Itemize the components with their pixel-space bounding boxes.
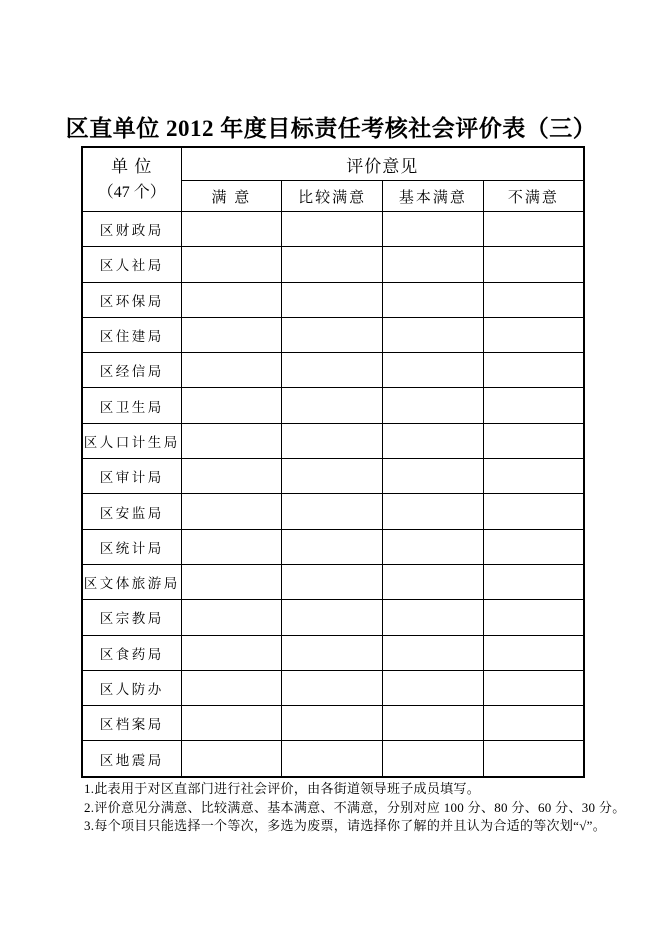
rating-cell[interactable]: [282, 388, 383, 423]
rating-cell[interactable]: [383, 741, 484, 777]
unit-header-label: 单 位: [111, 156, 153, 176]
rating-cell[interactable]: [282, 600, 383, 635]
rating-cell[interactable]: [181, 353, 282, 388]
rating-cell[interactable]: [282, 706, 383, 741]
rating-cell[interactable]: [383, 212, 484, 247]
unit-count-label: （47 个）: [97, 183, 166, 201]
rating-cell[interactable]: [181, 706, 282, 741]
unit-label: 区安监局: [82, 494, 181, 529]
rating-cell[interactable]: [282, 282, 383, 317]
rating-cell[interactable]: [483, 635, 584, 670]
unit-label: 区宗教局: [82, 600, 181, 635]
table-body: [82, 212, 584, 777]
table-row: [82, 564, 584, 599]
rating-cell[interactable]: [383, 423, 484, 458]
rating-cell[interactable]: [282, 212, 383, 247]
rating-cell[interactable]: [181, 741, 282, 777]
rating-cell[interactable]: [181, 282, 282, 317]
rating-cell[interactable]: [483, 564, 584, 599]
rating-cell[interactable]: [181, 600, 282, 635]
rating-cell[interactable]: [282, 564, 383, 599]
rating-cell[interactable]: [282, 529, 383, 564]
column-header-unsatisfied: 不满意: [483, 181, 584, 212]
footnote-2: 2.评价意见分满意、比较满意、基本满意、不满意，分别对应 100 分、80 分、60 分、30 分。: [84, 799, 626, 815]
unit-label: 区卫生局: [82, 388, 181, 423]
table-row: [82, 282, 584, 317]
rating-cell[interactable]: [282, 423, 383, 458]
rating-cell[interactable]: [282, 670, 383, 705]
rating-cell[interactable]: [383, 353, 484, 388]
column-header-fairly-satisfied: 比较满意: [282, 181, 383, 212]
rating-cell[interactable]: [383, 706, 484, 741]
header-row-1: [82, 147, 584, 181]
rating-cell[interactable]: [483, 353, 584, 388]
rating-cell[interactable]: [181, 459, 282, 494]
unit-label: 区住建局: [82, 317, 181, 352]
rating-cell[interactable]: [181, 423, 282, 458]
table-row: [82, 600, 584, 635]
table-row: [82, 635, 584, 670]
rating-cell[interactable]: [383, 388, 484, 423]
rating-cell[interactable]: [383, 494, 484, 529]
rating-cell[interactable]: [383, 282, 484, 317]
unit-column-header: [82, 147, 181, 212]
footnote-1: 1.此表用于对区直部门进行社会评价，由各街道领导班子成员填写。: [84, 781, 481, 796]
table-row: [82, 247, 584, 282]
table-row: [82, 494, 584, 529]
rating-cell[interactable]: [383, 247, 484, 282]
rating-cell[interactable]: [483, 600, 584, 635]
table-row: [82, 212, 584, 247]
rating-cell[interactable]: [181, 494, 282, 529]
rating-cell[interactable]: [383, 670, 484, 705]
rating-cell[interactable]: [383, 635, 484, 670]
unit-label: 区统计局: [82, 529, 181, 564]
rating-cell[interactable]: [282, 741, 383, 777]
unit-label: 区人防办: [82, 670, 181, 705]
unit-label: 区人口计生局: [82, 423, 181, 458]
rating-cell[interactable]: [483, 388, 584, 423]
rating-cell[interactable]: [282, 317, 383, 352]
rating-cell[interactable]: [181, 212, 282, 247]
rating-cell[interactable]: [282, 247, 383, 282]
rating-cell[interactable]: [383, 529, 484, 564]
rating-cell[interactable]: [282, 494, 383, 529]
rating-cell[interactable]: [181, 247, 282, 282]
footnote-3: 3.每个项目只能选择一个等次，多选为废票，请选择你了解的并且认为合适的等次划“√”。: [84, 818, 607, 833]
footnotes: [84, 780, 626, 836]
rating-cell[interactable]: [181, 388, 282, 423]
table-row: [82, 423, 584, 458]
rating-cell[interactable]: [483, 459, 584, 494]
rating-cell[interactable]: [483, 741, 584, 777]
rating-cell[interactable]: [483, 670, 584, 705]
evaluation-table-wrapper: [81, 146, 585, 778]
rating-cell[interactable]: [383, 459, 484, 494]
column-header-satisfied: 满 意: [181, 181, 282, 212]
rating-cell[interactable]: [181, 670, 282, 705]
unit-label: 区地震局: [82, 741, 181, 777]
rating-cell[interactable]: [483, 247, 584, 282]
rating-cell[interactable]: [181, 529, 282, 564]
rating-cell[interactable]: [483, 317, 584, 352]
rating-cell[interactable]: [383, 564, 484, 599]
rating-cell[interactable]: [181, 635, 282, 670]
rating-cell[interactable]: [282, 635, 383, 670]
rating-cell[interactable]: [282, 353, 383, 388]
page-title: 区直单位 2012 年度目标责任考核社会评价表（三）: [65, 116, 597, 141]
table-row: [82, 529, 584, 564]
table-row: [82, 741, 584, 777]
rating-cell[interactable]: [483, 529, 584, 564]
rating-cell[interactable]: [181, 564, 282, 599]
rating-cell[interactable]: [483, 706, 584, 741]
column-header-basically-satisfied: 基本满意: [383, 181, 484, 212]
unit-label: 区食药局: [82, 635, 181, 670]
unit-label: 区审计局: [82, 459, 181, 494]
rating-cell[interactable]: [483, 282, 584, 317]
unit-label: 区环保局: [82, 282, 181, 317]
unit-label: 区经信局: [82, 353, 181, 388]
rating-cell[interactable]: [483, 212, 584, 247]
rating-cell[interactable]: [282, 459, 383, 494]
table-row: [82, 459, 584, 494]
table-row: [82, 353, 584, 388]
table-row: [82, 706, 584, 741]
unit-label: 区人社局: [82, 247, 181, 282]
unit-label: 区档案局: [82, 706, 181, 741]
table-row: [82, 388, 584, 423]
table-header: [82, 147, 584, 212]
rating-cell[interactable]: [383, 600, 484, 635]
table-row: [82, 317, 584, 352]
evaluation-table: [81, 146, 585, 778]
rating-cell[interactable]: [383, 317, 484, 352]
evaluation-opinion-header: 评价意见: [181, 147, 584, 181]
rating-cell[interactable]: [181, 317, 282, 352]
rating-cell[interactable]: [483, 494, 584, 529]
unit-label: 区文体旅游局: [82, 564, 181, 599]
rating-cell[interactable]: [483, 423, 584, 458]
unit-label: 区财政局: [82, 212, 181, 247]
table-row: [82, 670, 584, 705]
